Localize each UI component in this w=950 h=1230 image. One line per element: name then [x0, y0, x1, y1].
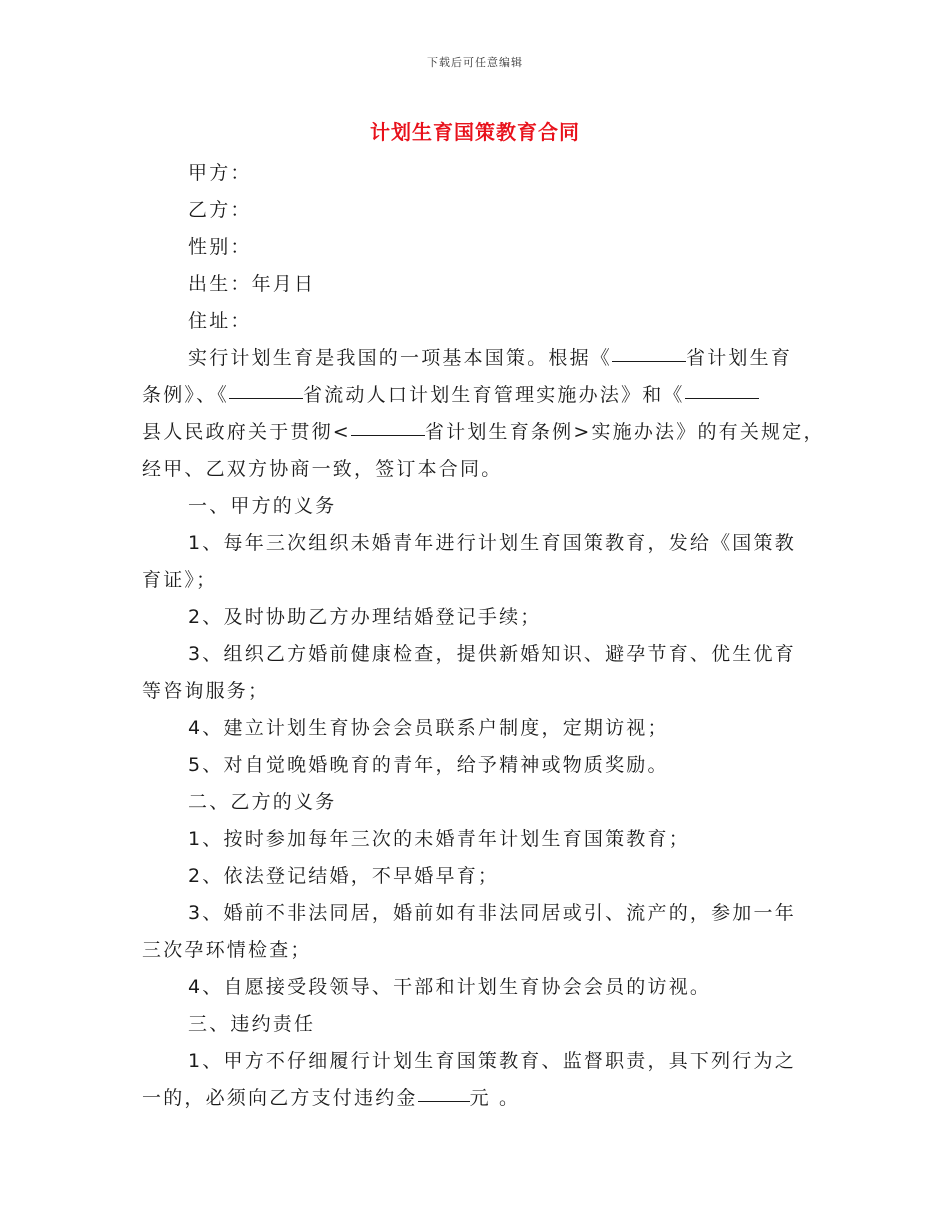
fill-blank — [612, 360, 686, 362]
preamble-text: 县人民政府关于贯彻< — [142, 421, 351, 443]
section-1-item-3: 3、组织乙方婚前健康检查，提供新婚知识、避孕节育、优生优育 — [188, 643, 796, 665]
section-1-item-5: 5、对自觉晚婚晚育的青年，给予精神或物质奖励。 — [188, 754, 669, 776]
document-body — [142, 155, 825, 1117]
document-title: 计划生育国策教育合同 — [370, 120, 580, 144]
section-1-item-4: 4、建立计划生育协会会员联系户制度，定期访视； — [188, 717, 669, 739]
field-party-a: 甲方： — [188, 162, 252, 184]
page-header-note: 下载后可任意编辑 — [427, 56, 523, 69]
field-party-b: 乙方： — [188, 199, 252, 221]
preamble-text: 省计划生育 — [686, 347, 793, 369]
preamble-line-2 — [142, 377, 810, 414]
section-3-item-1-cont — [142, 1080, 810, 1117]
section-1-item-1: 1、每年三次组织未婚青年进行计划生育国策教育，发给《国策教 — [188, 532, 796, 554]
preamble-text: 条例》、《 — [142, 384, 230, 406]
section-3-item-1: 1、甲方不仔细履行计划生育国策教育、监督职责，具下列行为之 — [188, 1050, 796, 1072]
section-2-item-1: 1、按时参加每年三次的未婚青年计划生育国策教育； — [188, 828, 690, 850]
fill-blank — [418, 1100, 470, 1102]
section-1-item-3-cont: 等咨询服务； — [142, 680, 270, 702]
section-2-heading: 二、乙方的义务 — [188, 791, 337, 813]
preamble-text: 省计划生育条例>实施办法》的有关规定， — [424, 421, 825, 443]
fill-blank — [685, 397, 759, 399]
section-1-item-2: 2、及时协助乙方办理结婚登记手续； — [188, 606, 542, 628]
fill-blank — [229, 397, 303, 399]
section-1-heading: 一、甲方的义务 — [188, 495, 337, 517]
clause-text: 元 。 — [469, 1087, 521, 1109]
field-address: 住址： — [188, 310, 252, 332]
section-3-heading: 三、违约责任 — [188, 1013, 316, 1035]
preamble-text: 实行计划生育是我国的一项基本国策。根据《 — [188, 347, 613, 369]
fill-blank — [351, 434, 425, 436]
section-2-item-3: 3、婚前不非法同居，婚前如有非法同居或引、流产的，参加一年 — [188, 902, 796, 924]
field-birth: 出生：年月日 — [188, 273, 316, 295]
clause-text: 一的，必须向乙方支付违约金 — [142, 1087, 418, 1109]
section-1-item-1-cont: 育证》； — [142, 569, 218, 591]
section-2-item-3-cont: 三次孕环情检查； — [142, 939, 312, 961]
preamble-line-1 — [142, 340, 810, 377]
field-gender: 性别： — [188, 236, 252, 258]
preamble-text: 省流动人口计划生育管理实施办法》和《 — [303, 384, 685, 406]
section-2-item-2: 2、依法登记结婚，不早婚早育； — [188, 865, 500, 887]
section-2-item-4: 4、自愿接受段领导、干部和计划生育协会会员的访视。 — [188, 976, 712, 998]
preamble-line-4: 经甲、乙双方协商一致，签订本合同。 — [142, 458, 503, 480]
preamble-line-3 — [142, 414, 825, 451]
